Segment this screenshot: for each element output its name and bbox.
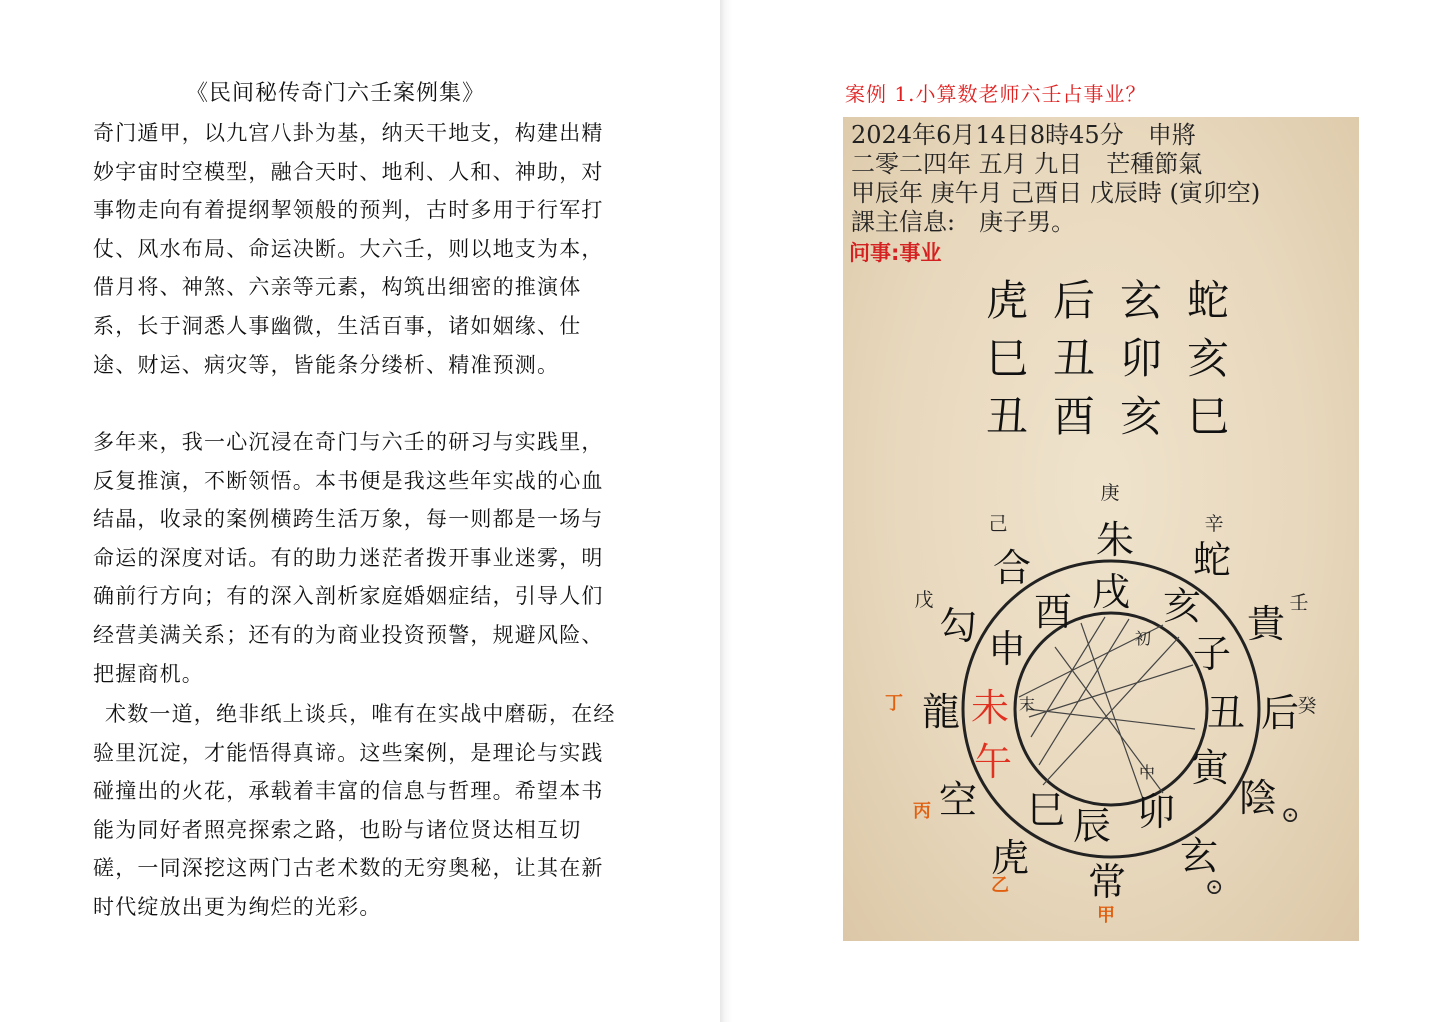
wheel-god: 朱: [1095, 518, 1134, 562]
connection-lines: [1019, 617, 1195, 799]
liuren-chart-card: [843, 117, 1359, 941]
intro-paragraph-2: 多年来，我一心沉浸在奇门与六壬的研习与实践里，反复推演，不断领悟。本书便是我这些年实战的心血结晶，收录的案例横跨生活万象，每一则都是一场与命运的深度对话。有的助力迷茫者拨开事业迷雾，明确前行方向；有的深入剖析家庭婚姻症结，引导人们经营美满关系；还有的为商业投资预警，规避风险、把握商机。: [93, 430, 604, 686]
wheel-god: 貴: [1246, 602, 1285, 646]
intro-paragraph-1: 奇门遁甲，以九宫八卦为基，纳天干地支，构建出精妙宇宙时空模型，融合天时、地利、人和、神助，对事物走向有着提纲挈领般的预判，古时多用于行军打仗、风水布局、命运决断。大六壬，则以地支为本，借月将、神煞、六亲等元素，构筑出细密的推演体系，长于洞悉人事幽微，生活百事，诸如姻缘、仕途、财运、病灾等，皆能条分缕析、精准预测。: [93, 121, 604, 377]
wheel-stem: 庚: [1100, 482, 1120, 504]
heaven-plate-branch: 申: [987, 627, 1026, 671]
orange-stamp: 甲: [1097, 905, 1115, 926]
heaven-plate-branch: 酉: [1033, 590, 1072, 634]
wheel-god: 常: [1087, 860, 1126, 904]
heaven-plate-branch: 卯: [1136, 790, 1175, 834]
wheel-god: 龍: [921, 690, 960, 734]
chart-ganzhi-line: 甲辰年 庚午月 己酉日 戊辰時 (寅卯空): [851, 179, 1261, 207]
grid-cell: 后: [1052, 276, 1095, 325]
question-label: 问事:事业: [849, 241, 942, 265]
wheel-stem: 癸: [1297, 695, 1317, 717]
grid-cell: 蛇: [1186, 276, 1229, 325]
heaven-plate-branch: 午: [973, 740, 1012, 784]
heaven-plate-branch: 戌: [1091, 570, 1130, 614]
circle-symbol-icon: ⊙: [1281, 803, 1300, 828]
wheel-stem: 戊: [914, 589, 934, 611]
wheel-stem: 己: [988, 513, 1008, 535]
heaven-plate-branch: 巳: [1026, 788, 1065, 832]
wheel-god: 虎: [990, 836, 1029, 880]
grid-cell: 丑: [985, 392, 1028, 441]
page-gutter: [720, 0, 732, 1022]
wheel-god: 后: [1260, 691, 1299, 735]
heaven-plate-branch: 未: [970, 686, 1009, 730]
grid-cell: 亥: [1186, 334, 1229, 383]
heaven-plate-branch: 亥: [1162, 584, 1201, 628]
orange-stamp: 丁: [885, 693, 903, 714]
wheel-god: 勾: [938, 604, 977, 648]
wheel-stem: 壬: [1289, 592, 1309, 614]
wheel-god: 合: [992, 546, 1031, 590]
grid-cell: 玄: [1119, 276, 1162, 325]
grid-cell: 丑: [1052, 334, 1095, 383]
wheel-stem: 辛: [1204, 513, 1224, 535]
intro-paragraph-3: 术数一道，绝非纸上谈兵，唯有在实战中磨砺，在经验里沉淀，才能悟得真谛。这些案例，是理论与实践碰撞出的火花，承载着丰富的信息与哲理。希望本书能为同好者照亮探索之路，也盼与诸位贤达相互切磋，一同深挖这两门古老术数的无穷奥秘，让其在新时代绽放出更为绚烂的光彩。: [93, 702, 616, 919]
inner-mark: 初: [1134, 629, 1151, 648]
book-title: 《民间秘传奇门六壬案例集》: [186, 81, 486, 106]
grid-cell: 卯: [1119, 334, 1162, 383]
inner-mark: 末: [1018, 695, 1035, 714]
grid-cell: 虎: [985, 276, 1028, 325]
grid-cell: 酉: [1052, 392, 1095, 441]
case-title: 案例 1.小算数老师六壬占事业？: [845, 82, 1147, 106]
grid-cell: 巳: [1186, 392, 1229, 441]
wheel-god: 陰: [1238, 776, 1277, 820]
grid-cell: 巳: [985, 334, 1028, 383]
heaven-plate-branch: 辰: [1072, 804, 1111, 848]
chart-time-line: 2024年6月14日8時45分 申將: [851, 121, 1196, 149]
wheel-god: 蛇: [1192, 538, 1231, 582]
orange-stamp: 丙: [913, 801, 931, 822]
heaven-plate-branch: 寅: [1190, 746, 1229, 790]
wheel-god: 空: [938, 778, 977, 822]
heaven-plate-branch: 子: [1192, 632, 1231, 676]
orange-stamp: 乙: [991, 875, 1009, 896]
wheel-god: 玄: [1179, 834, 1218, 878]
circle-symbol-icon: ⊙: [1205, 875, 1224, 900]
heaven-plate-branch: 丑: [1206, 691, 1245, 735]
chart-lunar-line: 二零二四年 五月 九日 芒種節氣: [851, 150, 1203, 178]
inner-mark: 中: [1138, 763, 1155, 782]
chart-subject-line: 課主信息: 庚子男。: [851, 208, 1076, 236]
grid-cell: 亥: [1119, 392, 1162, 441]
